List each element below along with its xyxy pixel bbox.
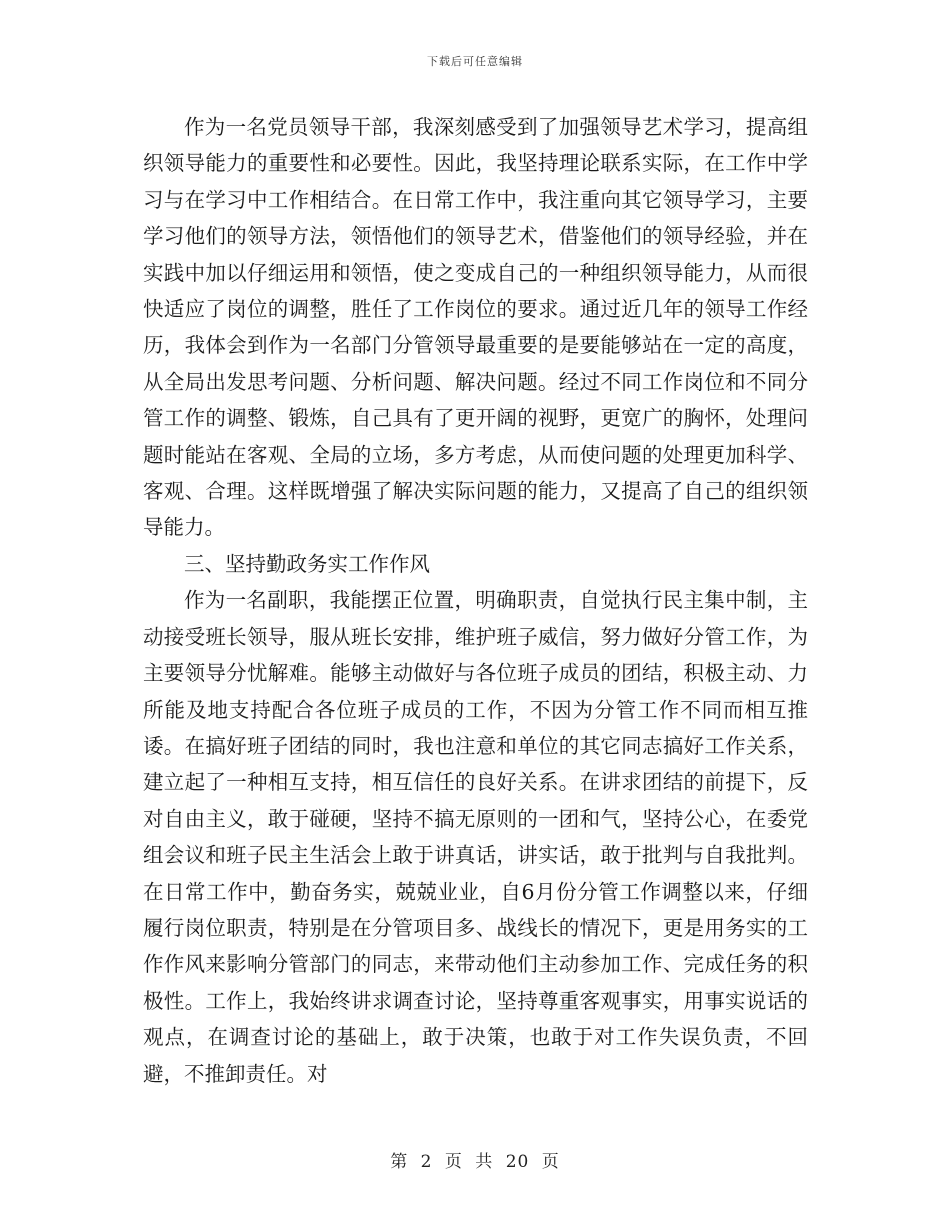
footer-total-word: 共 — [475, 1152, 494, 1172]
page-header — [0, 53, 950, 69]
total-page-count: 20 — [505, 1152, 530, 1172]
document-body — [143, 109, 808, 1092]
section-heading: 三、坚持勤政务实工作作风 — [184, 551, 430, 576]
header-note: 下载后可任意编辑 — [427, 55, 523, 68]
current-page-number: 2 — [420, 1152, 433, 1172]
body-paragraph: 作为一名副职，我能摆正位置，明确职责，自觉执行民主集中制，主动接受班长领导，服从班长安排，维护班子威信，努力做好分管工作，为主要领导分忧解难。能够主动做好与各位班子成员的团结，积极主动、力所能及地支持配合各位班子成员的工作，不因为分管工作不同而相互推诿。在搞好班子团结的同时，我也注意和单位的其它同志搞好工作关系，建立起了一种相互支持，相互信任的良好关系。在讲求团结的前提下，反对自由主义，敢于碰硬，坚持不搞无原则的一团和气，坚持公心，在委党组会议和班子民主生活会上敢于讲真话，讲实话，敢于批判与自我批判。在日常工作中，勤奋务实，兢兢业业，自6月份分管工作调整以来，仔细履行岗位职责，特别是在分管项目多、战线长的情况下，更是用务实的工作作风来影响分管部门的同志，来带动他们主动参加工作、完成任务的积极性。工作上，我始终讲求调查讨论，坚持尊重客观事实，用事实说话的观点，在调查讨论的基础上，敢于决策，也敢于对工作失误负责，不回避，不推卸责任。对 — [143, 588, 808, 1086]
footer-suffix: 页 — [541, 1152, 560, 1172]
body-paragraph: 作为一名党员领导干部，我深刻感受到了加强领导艺术学习，提高组织领导能力的重要性和必要性。因此，我坚持理论联系实际，在工作中学习与在学习中工作相结合。在日常工作中，我注重向其它领导学习，主要学习他们的领导方法，领悟他们的领导艺术，借鉴他们的领导经验，并在实践中加以仔细运用和领悟，使之变成自己的一种组织领导能力，从而很快适应了岗位的调整，胜任了工作岗位的要求。通过近几年的领导工作经历，我体会到作为一名部门分管领导最重要的是要能够站在一定的高度，从全局出发思考问题、分析问题、解决问题。经过不同工作岗位和不同分管工作的调整、锻炼，自己具有了更开阔的视野，更宽广的胸怀，处理问题时能站在客观、全局的立场，多方考虑，从而使问题的处理更加科学、客观、合理。这样既增强了解决实际问题的能力，又提高了自己的组织领导能力。 — [143, 115, 808, 540]
footer-page-word: 页 — [444, 1152, 463, 1172]
page-footer — [0, 1147, 950, 1172]
footer-prefix: 第 — [390, 1152, 409, 1172]
